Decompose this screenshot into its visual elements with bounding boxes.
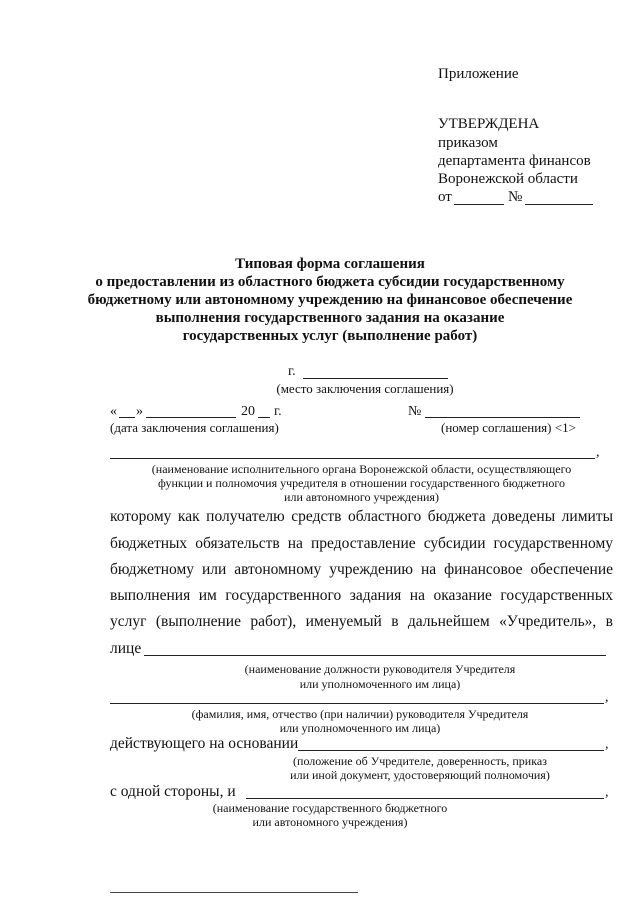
date-day-field: [119, 417, 135, 418]
basis-comma: ,: [605, 737, 609, 752]
head-position-caption-1: (наименование должности руководителя Учредителя: [244, 662, 516, 676]
date-quote-close: »: [136, 404, 143, 419]
title-line-3: бюджетному или автономному учреждению на финансовое обеспечение: [87, 292, 573, 308]
agreement-number-caption: (номер соглашения) <1>: [441, 420, 576, 435]
title-line-2: о предоставлении из областного бюджета субсидии государственному: [95, 274, 565, 290]
head-name-field: [110, 703, 604, 704]
date-caption: (дата заключения соглашения): [110, 420, 279, 435]
party-caption-1: (наименование государственного бюджетного: [212, 801, 448, 815]
head-position-caption-2: или уполномоченного им лица): [299, 677, 461, 691]
body-line-1: которому как получателю средств областного бюджета доведены лимиты: [110, 508, 613, 525]
body-line-5: услуг (выполнение работ), именуемый в дальнейшем «Учредитель», в: [110, 613, 613, 630]
executive-name-field: [110, 458, 595, 459]
order-label: приказом: [438, 135, 498, 151]
department-label: департамента финансов: [438, 153, 591, 169]
order-date-prefix: от: [438, 189, 452, 205]
date-month-field: [146, 417, 236, 418]
approved-label: УТВЕРЖДЕНА: [438, 116, 540, 132]
order-date-field: [454, 204, 504, 205]
executive-caption-1: (наименование исполнительного органа Воронежской области, осуществляющего: [151, 462, 572, 476]
basis-label: действующего на основании: [110, 735, 299, 752]
party-name-field: [246, 798, 604, 799]
appendix-label: Приложение: [438, 66, 519, 82]
title-line-4: выполнения государственного задания на оказание: [155, 310, 505, 326]
body-line-3: бюджетному или автономному учреждению на финансовое обеспечение: [110, 561, 613, 578]
date-year-prefix: 20: [241, 404, 255, 419]
head-name-caption-1: (фамилия, имя, отчество (при наличии) руководителя Учредителя: [191, 707, 529, 721]
basis-caption-1: (положение об Учредителе, доверенность, приказ: [293, 754, 547, 768]
order-number-field: [525, 204, 593, 205]
in-person-label: лице: [110, 640, 142, 657]
basis-caption-2: или иной документ, удостоверяющий полномочия): [290, 768, 550, 782]
place-caption: (место заключения соглашения): [276, 381, 454, 396]
agreement-number-field: [425, 417, 580, 418]
executive-caption-3: или автономного учреждения): [284, 490, 439, 504]
date-year-suffix: г.: [274, 404, 282, 419]
head-position-field: [144, 655, 606, 656]
date-quote-open: «: [110, 404, 117, 419]
title-line-5: государственных услуг (выполнение работ): [182, 328, 478, 344]
agreement-number-sign: №: [408, 404, 422, 419]
order-number-sign: №: [508, 189, 523, 205]
head-name-caption-2: или уполномоченного им лица): [279, 721, 441, 735]
party-caption-2: или автономного учреждения): [252, 815, 408, 829]
head-name-comma: ,: [605, 690, 609, 705]
body-line-4: выполнения им государственного задания на оказание государственных: [110, 587, 613, 604]
party-comma: ,: [605, 785, 609, 800]
body-line-2: бюджетных обязательств на предоставление субсидии государственному: [110, 535, 613, 552]
footnote-separator: [110, 892, 358, 893]
executive-caption-2: функции и полномочия учредителя в отношении государственного бюджетного: [158, 476, 565, 490]
basis-field: [298, 750, 604, 751]
party-label: с одной стороны, и: [110, 783, 236, 800]
date-year-field: [258, 417, 270, 418]
executive-comma: ,: [596, 445, 600, 460]
city-field: [303, 378, 448, 379]
city-prefix: г.: [288, 364, 296, 379]
region-label: Воронежской области: [438, 171, 578, 187]
title-line-1: Типовая форма соглашения: [235, 256, 425, 272]
